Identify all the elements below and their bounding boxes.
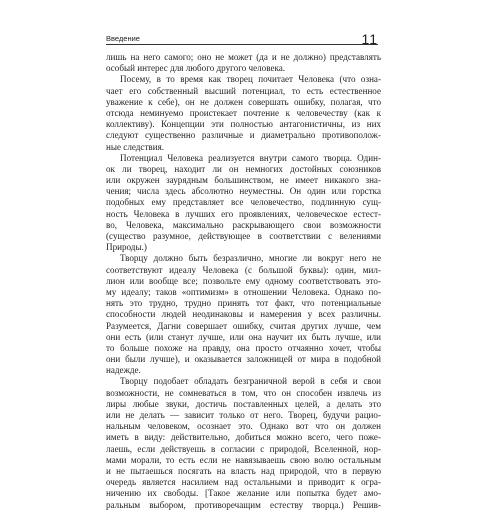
text-line: или окружен заурядным большинством, не имеет никакого зна- [106, 175, 381, 186]
text-line: очередь является насилием над остальными и приводит к огра- [106, 477, 381, 488]
text-line: они есть (или станут лучше, или она научит их быть лучше, или [106, 331, 381, 342]
text-line: способности людей неодинаковы и намерения у всех различны. [106, 309, 381, 320]
text-line: чения; числа здесь абсолютно неуместны. Он один или горстка [106, 186, 381, 197]
text-line: лаешь, если действуешь в согласии с природой, Вселенной, нор- [106, 443, 381, 454]
text-line: уважение к себе), он не должен совершать ошибку, полагая, что [106, 96, 381, 107]
running-header [106, 28, 378, 45]
text-line: лион или вообще все; позвольте ему одному соответствовать это- [106, 275, 381, 286]
text-line: отсюда неминуемо проистекает почтение к человечеству (как к [106, 107, 381, 118]
text-line: мами морали, то есть если не навязываешь свою волю остальным [106, 454, 381, 465]
text-line: (существо разумное, действующее в соответствии с велениями [106, 231, 381, 241]
text-line: особый интерес для любого другого человека. [106, 63, 286, 74]
text-line: соответствуют идеалу Человека (с большой буквы): один, мил- [106, 264, 381, 275]
text-line: му идеалу; таков «оптимизм» в отношении Человека. Однако по- [106, 286, 381, 297]
text-line: или не делать — зависит только от него. Творец, будучи рацио- [106, 410, 381, 420]
text-line: ок ли творец, находит ли он немногих достойных союзников [106, 163, 381, 174]
text-line: Потенциал Человека реализуется внутри самого творца. Один- [120, 152, 381, 163]
text-line: следуют существенно различные и диаметрально противополож- [106, 130, 381, 141]
text-line: Творцу подобает обладать безграничной верой в себя и свои [120, 376, 381, 387]
text-line: ральным выбором, противоречащим естеству творца.) Решив- [106, 499, 381, 510]
body-text [106, 52, 381, 511]
text-line: подобных ему представляет все человечество, подлинную сущ- [106, 197, 381, 208]
text-line: они были лучше), и оказывается заложницей от мира в подобной [106, 354, 381, 365]
text-line: иметь в виду: действительно, добиться можно всего, чего поже- [106, 432, 381, 443]
text-line: лишь на него самого; оно не может (да и не должно) представлять [106, 52, 381, 62]
text-line: Разумеется, Дагни совершает ошибку, считая других лучше, чем [106, 320, 381, 331]
text-line: то больше похоже на правду, она просто отчаянно хочет, чтобы [106, 342, 381, 353]
text-line: Природы.) [106, 242, 147, 253]
text-line: возможности, не сомневаться в том, что он способен извлечь из [106, 387, 381, 398]
text-line: ность Человека в лучших его проявлениях, человеческое естест- [106, 208, 381, 219]
text-line: нальным человеком, осознает это. Однако вот что он должен [106, 421, 381, 432]
text-line: нять это трудно, трудно принять тот факт, что потенциальные [106, 298, 381, 309]
text-line: ничению их свободы. [Такое желание или попытка будет амо- [106, 488, 381, 499]
text-line: и не пытаешься посягать на власть над природой, что в первую [106, 465, 381, 476]
text-line: лиры любые звуки, достичь поставленных целей, а делать это [106, 398, 381, 409]
text-line: надежде. [106, 365, 141, 376]
section-title: Введение [106, 34, 140, 43]
page-number: 11 [361, 31, 378, 47]
text-line: коллективу). Концепции эти полностью антагонистичны, из них [106, 119, 381, 130]
text-line: во, Человека, максимально раскрывающего свои возможности [106, 219, 381, 230]
text-line: ные следствия. [106, 141, 165, 152]
text-line: Творцу должно быть безразлично, многие ли вокруг него не [120, 253, 381, 264]
text-line: чает его собственный высший потенциал, то есть естественное [106, 85, 381, 96]
text-line: Посему, в то время как творец почитает Человека (что озна- [120, 74, 381, 85]
